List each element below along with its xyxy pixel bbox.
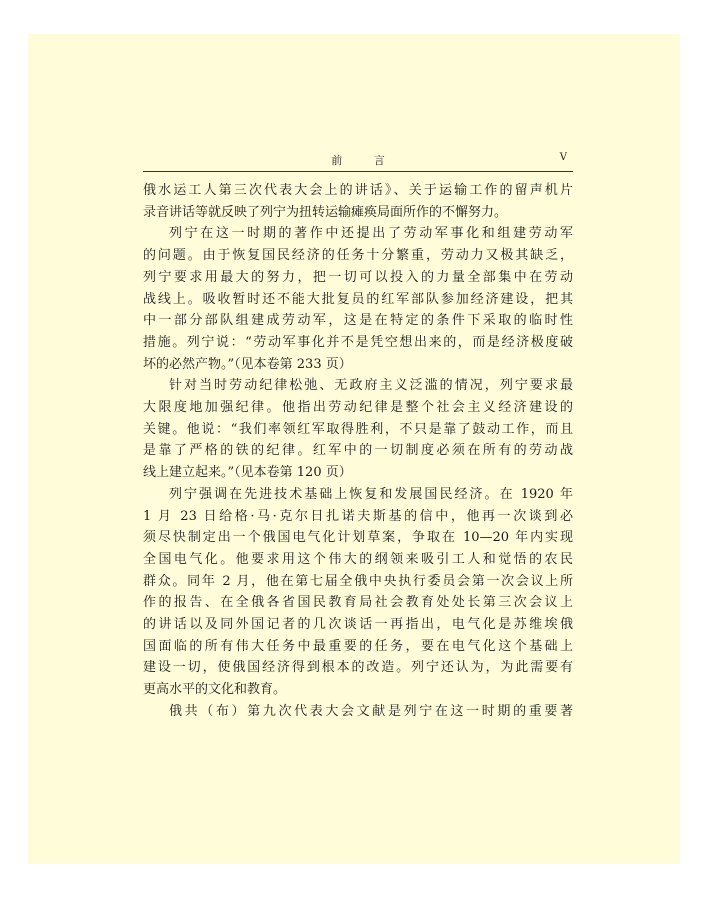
text-line: 针对当时劳动纪律松弛、无政府主义泛滥的情况，列宁要求最 [169, 378, 573, 394]
text-line: 的讲话以及同外国记者的几次谈话一再指出，电气化是苏维埃俄 [143, 617, 573, 633]
text-line: 列宁在这一时期的著作中还提出了劳动军事化和组建劳动军 [169, 226, 573, 242]
page-number: V [559, 152, 567, 163]
text-line: 列宁强调在先进技术基础上恢复和发展国民经济。在 1920 年 [169, 486, 573, 502]
text-line: 国面临的所有伟大任务中最重要的任务，要在电气化这个基础上 [143, 638, 573, 654]
text-line: 录音讲话等就反映了列宁为扭转运输瘫痪局面所作的不懈努力。 [143, 204, 508, 220]
text-line: 坏的必然产物。”（见本卷第 233 页） [143, 356, 352, 372]
text-line: 战线上。吸收暂时还不能大批复员的红军部队参加经济建设，把其 [143, 291, 573, 307]
text-line: 是靠了严格的铁的纪律。红军中的一切制度必须在所有的劳动战 [143, 443, 573, 459]
text-line: 措施。列宁说：“劳动军事化并不是凭空想出来的，而是经济极度破 [143, 334, 573, 350]
header-title: 前 言 [331, 154, 399, 167]
paragraph-3 [143, 375, 573, 484]
paragraph-5 [143, 701, 573, 723]
text-line: 1 月 23 日给格·马·克尔日扎诺夫斯基的信中，他再一次谈到必 [143, 508, 573, 524]
text-line: 中一部分部队组建成劳动军，这是在特定的条件下采取的临时性 [143, 313, 573, 329]
text-line: 须尽快制定出一个俄国电气化计划草案，争取在 10—20 年内实现 [143, 530, 573, 546]
text-line: 大限度地加强纪律。他指出劳动纪律是整个社会主义经济建设的 [143, 400, 573, 416]
text-line: 群众。同年 2 月，他在第七届全俄中央执行委员会第一次会议上所 [143, 573, 573, 589]
text-line: 的问题。由于恢复国民经济的任务十分繁重，劳动力又极其缺乏， [143, 248, 573, 264]
text-line: 建设一切，使俄国经济得到根本的改造。列宁还认为，为此需要有 [143, 660, 573, 676]
text-line: 线上建立起来。”（见本卷第 120 页） [143, 465, 352, 481]
running-header [143, 152, 573, 170]
header-rule [143, 171, 573, 172]
paragraph-2 [143, 223, 573, 375]
text-line: 作的报告、在全俄各省国民教育局社会教育处处长第三次会议上 [143, 595, 573, 611]
paragraph-4 [143, 484, 573, 701]
text-line: 俄共（布）第九次代表大会文献是列宁在这一时期的重要著 [169, 703, 573, 719]
paragraph-1 [143, 180, 573, 223]
body-text [143, 180, 573, 723]
text-line: 更高水平的文化和教育。 [143, 682, 287, 698]
text-line: 全国电气化。他要求用这个伟大的纲领来吸引工人和觉悟的农民 [143, 551, 573, 567]
text-line: 关键。他说：“我们率领红军取得胜利，不只是靠了鼓动工作，而且 [143, 421, 573, 437]
text-line: 俄水运工人第三次代表大会上的讲话》、关于运输工作的留声机片 [143, 183, 573, 198]
text-line: 列宁要求用最大的努力，把一切可以投入的力量全部集中在劳动 [143, 269, 573, 285]
